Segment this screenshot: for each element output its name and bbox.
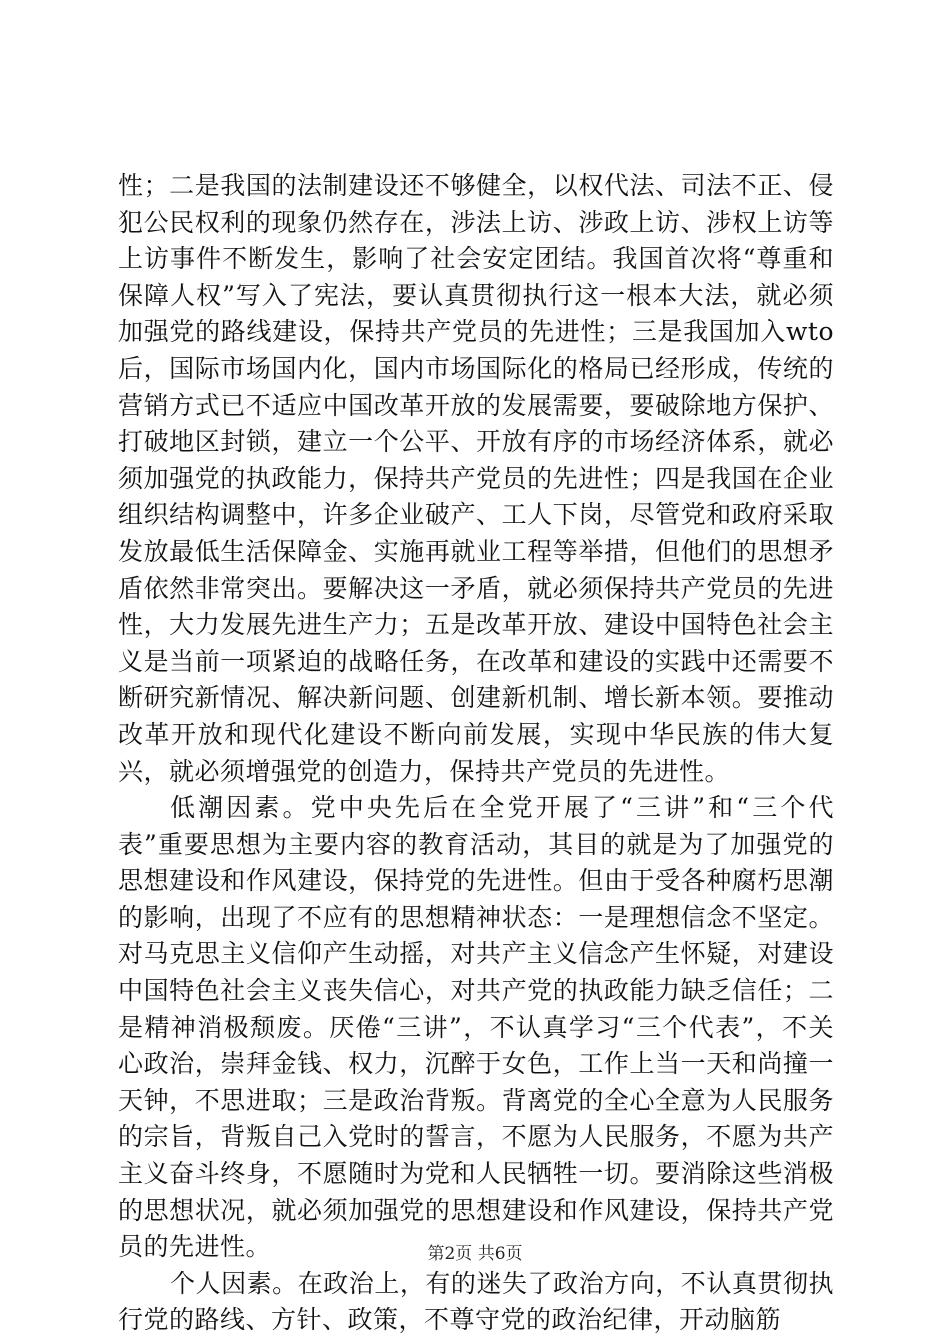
paragraph-low-tide-factors: 低潮因素。党中央先后在全党开展了“三讲”和“三个代表”重要思想为主要内容的教育活动，其目的就是为了加强党的思想建设和作风建设，保持党的先进性。但由于受各种腐朽思潮的影响，出现了不应有的思想精神状态：一是理想信念不坚定。对马克思主义信仰产生动摇，对共产主义信念产生怀疑，对建设中国特色社会主义丧失信心，对共产党的执政能力缺乏信任；二是精神消极颓废。厌倦“三讲”，不认真学习“三个代表”，不关心政治，崇拜金钱、权力，沉醉于女色，工作上当一天和尚撞一天钟，不思进取；三是政治背叛。背离党的全心全意为人民服务的宗旨，背叛自己入党时的誓言，不愿为人民服务，不愿为共产主义奋斗终身，不愿随时为党和人民牺牲一切。要消除这些消极的思想状况，就必须加强党的思想建设和作风建设，保持共产党员的先进性。: [118, 793, 834, 1262]
paragraph-personal-factors: 个人因素。在政治上，有的迷失了政治方向，不认真贯彻执行党的路线、方针、政策，不尊守党的政治纪律，开动脑筋: [118, 1268, 834, 1335]
document-body: [118, 168, 834, 1339]
paragraph-continuation: 性；二是我国的法制建设还不够健全，以权代法、司法不正、侵犯公民权利的现象仍然存在，涉法上访、涉政上访、涉权上访等上访事件不断发生，影响了社会安定团结。我国首次将“尊重和保障人权”写入了宪法，要认真贯彻执行这一根本大法，就必须加强党的路线建设，保持共产党员的先进性；三是我国加入wto后，国际市场国内化，国内市场国际化的格局已经形成，传统的营销方式已不适应中国改革开放的发展需要，要破除地方保护、打破地区封锁，建立一个公平、开放有序的市场经济体系，就必须加强党的执政能力，保持共产党员的先进性；四是我国在企业组织结构调整中，许多企业破产、工人下岗，尽管党和政府采取发放最低生活保障金、实施再就业工程等举措，但他们的思想矛盾依然非常突出。要解决这一矛盾，就必须保持共产党员的先进性，大力发展先进生产力；五是改革开放、建设中国特色社会主义是当前一项紧迫的战略任务，在改革和建设的实践中还需要不断研究新情况、解决新问题、创建新机制、增长新本领。要推动改革开放和现代化建设不断向前发展，实现中华民族的伟大复兴，就必须增强党的创造力，保持共产党员的先进性。: [118, 171, 834, 786]
page-footer: 第2页 共6页: [427, 1244, 523, 1264]
